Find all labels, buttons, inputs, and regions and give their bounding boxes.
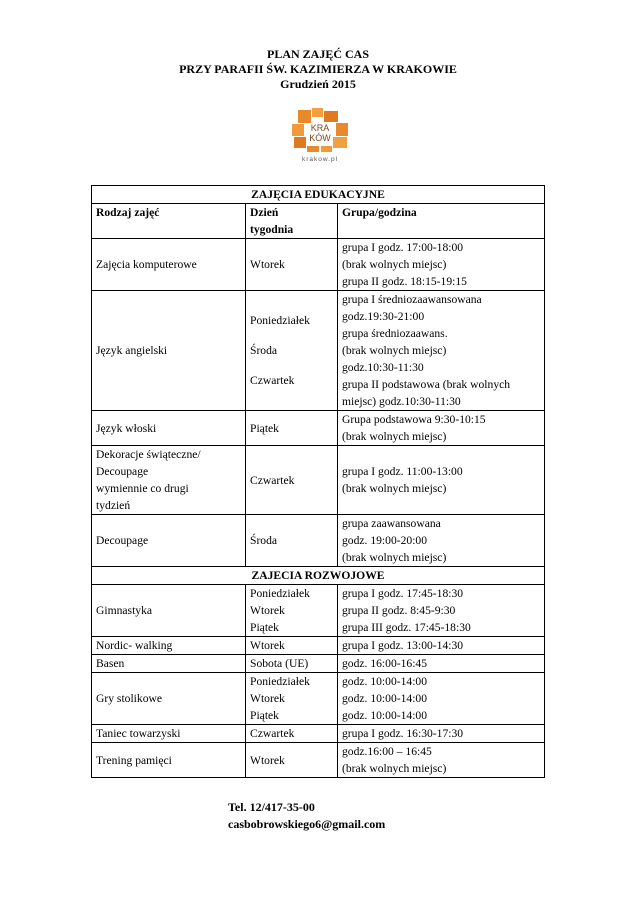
table-row bbox=[92, 743, 545, 778]
day-cell bbox=[246, 637, 338, 655]
activity-cell bbox=[92, 239, 246, 291]
group-cell bbox=[338, 655, 545, 673]
group-cell-line: grupa II godz. 18:15-19:15 bbox=[342, 275, 467, 288]
day-cell-line: Wtorek bbox=[250, 639, 285, 652]
day-cell bbox=[246, 585, 338, 637]
activity-cell-line: Język włoski bbox=[96, 421, 157, 435]
day-cell-line: Piątek bbox=[250, 621, 279, 634]
group-cell bbox=[338, 515, 545, 567]
activity-cell-line: Trening pamięci bbox=[96, 753, 172, 767]
document-title: PLAN ZAJĘĆ CAS bbox=[266, 47, 369, 61]
day-cell bbox=[246, 725, 338, 743]
day-cell bbox=[246, 743, 338, 778]
table-row bbox=[92, 673, 545, 725]
contact-footer bbox=[228, 799, 385, 833]
activity-cell bbox=[92, 585, 246, 637]
column-header-activity: Rodzaj zajęć bbox=[92, 204, 246, 239]
day-cell-line: Środa bbox=[250, 344, 278, 357]
group-cell bbox=[338, 725, 545, 743]
group-cell-line: godz.19:30-21:00 bbox=[342, 310, 425, 323]
activity-cell-line: Decoupage bbox=[96, 534, 149, 547]
activity-cell-line: wymiennie co drugi bbox=[96, 482, 189, 495]
group-cell-line: grupa średniozaawans. bbox=[342, 327, 448, 340]
logo-text-2: KÓW bbox=[309, 133, 331, 143]
day-cell-line: Wtorek bbox=[250, 604, 285, 617]
group-cell-line: (brak wolnych miejsc) bbox=[342, 430, 447, 443]
logo-caption: krakow.pl bbox=[301, 156, 339, 163]
table-row bbox=[92, 239, 545, 291]
group-cell-line: grupa I godz. 17:00-18:00 bbox=[342, 241, 464, 254]
day-cell bbox=[246, 515, 338, 567]
activity-cell-line: Taniec towarzyski bbox=[96, 727, 181, 740]
day-cell-line: Poniedziałek bbox=[250, 587, 310, 600]
activity-cell bbox=[92, 725, 246, 743]
activity-cell-line: Basen bbox=[96, 657, 125, 670]
document-subtitle: PRZY PARAFII ŚW. KAZIMIERZA W KRAKOWIE bbox=[179, 62, 457, 76]
activity-cell bbox=[92, 411, 246, 446]
group-cell-line: godz. 10:00-14:00 bbox=[342, 675, 428, 688]
activity-cell-line: Gry stolikowe bbox=[96, 692, 163, 705]
section-title-development: ZAJECIA ROZWOJOWE bbox=[92, 567, 545, 585]
day-cell bbox=[246, 673, 338, 725]
group-cell-line: grupa I godz. 13:00-14:30 bbox=[342, 639, 464, 652]
column-header-day: Dzień tygodnia bbox=[246, 204, 338, 239]
table-row bbox=[92, 585, 545, 637]
group-cell-line: grupa I godz. 16:30-17:30 bbox=[342, 727, 464, 740]
header-row bbox=[92, 204, 545, 239]
table-row bbox=[92, 411, 545, 446]
day-cell bbox=[246, 446, 338, 515]
group-cell-line: godz.16:00 – 16:45 bbox=[342, 745, 432, 758]
table-row bbox=[92, 515, 545, 567]
group-cell-line: miejsc) godz.10:30-11:30 bbox=[342, 395, 461, 408]
document-header bbox=[0, 47, 636, 92]
group-cell-line: godz. 10:00-14:00 bbox=[342, 709, 428, 722]
day-cell-line: Czwartek bbox=[250, 473, 295, 487]
day-cell-line: Poniedziałek bbox=[250, 675, 310, 688]
group-cell-line: grupa I średniozaawansowana bbox=[342, 293, 482, 306]
schedule-body bbox=[92, 186, 545, 778]
day-cell-line: Czwartek bbox=[250, 374, 295, 387]
group-cell-line: godz.10:30-11:30 bbox=[342, 361, 424, 374]
activity-cell-line: tydzień bbox=[96, 499, 131, 512]
schedule-table bbox=[91, 185, 545, 778]
activity-cell-line: Język angielski bbox=[96, 344, 168, 357]
group-cell-line: (brak wolnych miejsc) bbox=[342, 344, 447, 357]
day-cell-line: Czwartek bbox=[250, 727, 295, 740]
activity-cell bbox=[92, 673, 246, 725]
logo-text-1: KRA bbox=[310, 123, 330, 133]
group-cell-line: godz. 16:00-16:45 bbox=[342, 657, 428, 670]
group-cell-line: grupa I godz. 17:45-18:30 bbox=[342, 587, 464, 600]
day-cell bbox=[246, 291, 338, 411]
day-cell bbox=[246, 655, 338, 673]
contact-phone: Tel. 12/417-35-00 bbox=[228, 800, 315, 814]
day-cell-line: Piątek bbox=[250, 709, 279, 722]
contact-email[interactable]: casbobrowskiego6@gmail.com bbox=[228, 817, 386, 831]
day-cell bbox=[246, 411, 338, 446]
activity-cell-line: Decoupage bbox=[96, 465, 149, 478]
group-cell-line: (brak wolnych miejsc) bbox=[342, 482, 447, 495]
group-cell bbox=[338, 291, 545, 411]
krakow-logo bbox=[289, 108, 351, 164]
group-cell-line: grupa II podstawowa (brak wolnych bbox=[342, 378, 511, 391]
group-cell bbox=[338, 239, 545, 291]
section-title-education: ZAJĘCIA EDUKACYJNE bbox=[92, 186, 545, 204]
activity-cell-line: Zajęcia komputerowe bbox=[96, 258, 197, 271]
activity-cell bbox=[92, 515, 246, 567]
day-cell-line: Środa bbox=[250, 534, 278, 547]
group-cell bbox=[338, 637, 545, 655]
day-cell-line: Wtorek bbox=[250, 258, 285, 271]
activity-cell bbox=[92, 291, 246, 411]
column-header-group: Grupa/godzina bbox=[338, 204, 545, 239]
day-cell-line: Sobota (UE) bbox=[250, 657, 309, 670]
group-cell bbox=[338, 673, 545, 725]
group-cell-line: Grupa podstawowa 9:30-10:15 bbox=[342, 413, 486, 426]
activity-cell-line: Dekoracje świąteczne/ bbox=[96, 448, 201, 461]
group-cell-line: (brak wolnych miejsc) bbox=[342, 762, 447, 775]
day-cell-line: Piątek bbox=[250, 421, 279, 435]
group-cell-line: grupa zaawansowana bbox=[342, 517, 441, 530]
group-cell-line: grupa II godz. 8:45-9:30 bbox=[342, 604, 456, 617]
activity-cell-line: Nordic- walking bbox=[96, 639, 173, 652]
group-cell-line: godz. 19:00-20:00 bbox=[342, 534, 428, 547]
section-row bbox=[92, 567, 545, 585]
activity-cell bbox=[92, 655, 246, 673]
activity-cell bbox=[92, 637, 246, 655]
document-date: Grudzień 2015 bbox=[280, 77, 356, 91]
group-cell bbox=[338, 743, 545, 778]
table-row bbox=[92, 291, 545, 411]
table-row bbox=[92, 725, 545, 743]
group-cell bbox=[338, 411, 545, 446]
group-cell-line: (brak wolnych miejsc) bbox=[342, 258, 447, 271]
group-cell-line: grupa I godz. 11:00-13:00 bbox=[342, 465, 463, 478]
group-cell-line: (brak wolnych miejsc) bbox=[342, 551, 447, 564]
day-cell bbox=[246, 239, 338, 291]
day-cell-line: Wtorek bbox=[250, 692, 285, 705]
section-row bbox=[92, 186, 545, 204]
group-cell bbox=[338, 585, 545, 637]
activity-cell bbox=[92, 743, 246, 778]
table-row bbox=[92, 446, 545, 515]
group-cell-line: grupa III godz. 17:45-18:30 bbox=[342, 621, 471, 634]
day-cell-line: Wtorek bbox=[250, 753, 285, 767]
group-cell-line: godz. 10:00-14:00 bbox=[342, 692, 428, 705]
table-row bbox=[92, 655, 545, 673]
activity-cell-line: Gimnastyka bbox=[96, 604, 153, 617]
day-cell-line: Poniedziałek bbox=[250, 314, 310, 327]
table-row bbox=[92, 637, 545, 655]
group-cell bbox=[338, 446, 545, 515]
activity-cell bbox=[92, 446, 246, 515]
